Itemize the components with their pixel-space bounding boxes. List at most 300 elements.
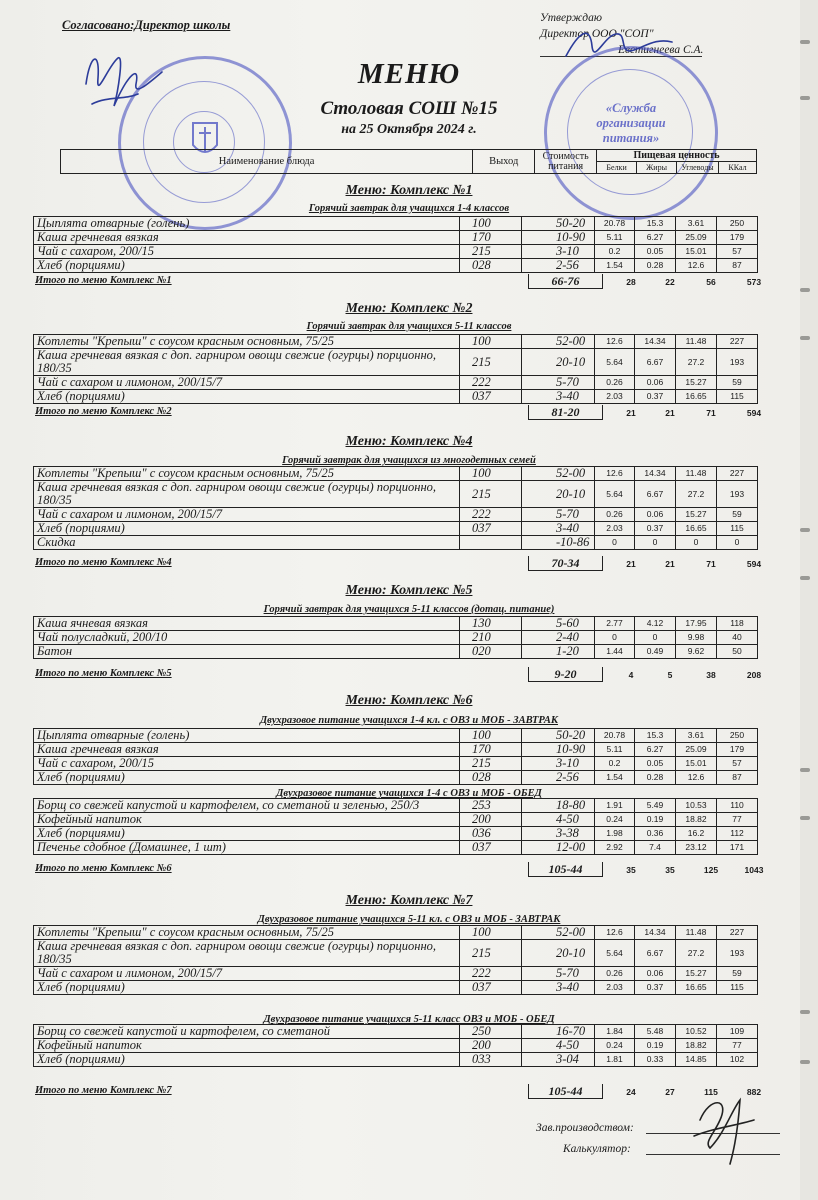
dish-protein: 2.03 <box>595 522 635 536</box>
table-row <box>34 1025 758 1039</box>
dish-carbs: 12.6 <box>676 259 717 273</box>
dish-protein: 0.2 <box>595 757 635 771</box>
complex-total <box>33 556 762 571</box>
dish-kcal: 57 <box>717 245 758 259</box>
dish-protein: 2.03 <box>595 981 635 995</box>
total-protein: 24 <box>626 1087 636 1097</box>
total-fat: 27 <box>665 1087 675 1097</box>
table-row <box>34 376 758 390</box>
dish-carbs: 3.61 <box>676 729 717 743</box>
complex-title: Меню: Комплекс №5 <box>345 583 473 598</box>
dish-carbs: 11.48 <box>676 467 717 481</box>
dish-name: Хлеб (порциями) <box>34 771 460 785</box>
dish-protein: 20.78 <box>595 729 635 743</box>
dish-protein: 5.11 <box>595 743 635 757</box>
dish-fat: 0.36 <box>635 827 676 841</box>
complex-title: Меню: Комплекс №2 <box>345 301 473 316</box>
dish-protein: 1.81 <box>595 1053 635 1067</box>
dish-price: 3-40 <box>522 522 595 536</box>
dish-price: 3-10 <box>522 245 595 259</box>
dish-kcal: 0 <box>717 536 758 550</box>
dish-protein: 0.26 <box>595 967 635 981</box>
col-fat: Жиры <box>637 162 677 174</box>
dish-kcal: 59 <box>717 967 758 981</box>
dish-price: 50-20 <box>522 729 595 743</box>
dish-carbs: 14.85 <box>676 1053 717 1067</box>
dish-output-code: 028 <box>460 259 522 273</box>
dish-kcal: 77 <box>717 1039 758 1053</box>
dish-name: Борщ со свежей капустой и картофелем, со сметаной <box>34 1025 460 1039</box>
table-row <box>34 508 758 522</box>
table-row <box>34 231 758 245</box>
dish-output-code: 170 <box>460 743 522 757</box>
col-protein: Белки <box>597 162 637 174</box>
dish-carbs: 27.2 <box>676 349 717 376</box>
footer-signature <box>690 1090 760 1170</box>
total-sum: 81-20 <box>528 405 603 420</box>
dish-name: Кофейный напиток <box>34 1039 460 1053</box>
total-kcal: 594 <box>746 408 762 418</box>
table-row <box>34 335 758 349</box>
dish-name: Каша гречневая вязкая с доп. гарниром овощи свежие (огурцы) порционно, 180/35 <box>34 481 460 508</box>
agreed-label: Согласовано:Директор школы <box>62 18 231 32</box>
dish-kcal: 112 <box>717 827 758 841</box>
dish-carbs: 16.65 <box>676 522 717 536</box>
total-fat: 35 <box>665 865 675 875</box>
meal-subtitle: Горячий завтрак для учащихся из многодетных семей <box>282 455 536 466</box>
dish-name: Печенье сдобное (Домашнее, 1 шт) <box>34 841 460 855</box>
dish-protein: 0.24 <box>595 1039 635 1053</box>
dish-protein: 5.11 <box>595 231 635 245</box>
total-protein: 28 <box>626 277 636 287</box>
dish-name: Чай с сахаром и лимоном, 200/15/7 <box>34 376 460 390</box>
total-carbs: 38 <box>706 670 716 680</box>
dish-kcal: 115 <box>717 981 758 995</box>
meal-subtitle: Двухразовое питание учащихся 5-11 кл. с ОВЗ и МОБ - ЗАВТРАК <box>257 914 561 925</box>
dish-protein: 12.6 <box>595 335 635 349</box>
dish-table <box>33 616 758 659</box>
dish-table <box>33 925 758 995</box>
dish-kcal: 193 <box>717 940 758 967</box>
dish-price: 2-56 <box>522 259 595 273</box>
dish-output-code: 100 <box>460 926 522 940</box>
dish-price: 5-70 <box>522 508 595 522</box>
dish-output-code: 215 <box>460 940 522 967</box>
dish-kcal: 87 <box>717 771 758 785</box>
dish-price: 52-00 <box>522 335 595 349</box>
total-kcal: 594 <box>746 559 762 569</box>
dish-price: 3-40 <box>522 390 595 404</box>
dish-fat: 15.3 <box>635 217 676 231</box>
total-sum: 9-20 <box>528 667 603 682</box>
table-row <box>34 799 758 813</box>
dish-fat: 14.34 <box>635 467 676 481</box>
dish-name: Чай с сахаром, 200/15 <box>34 245 460 259</box>
page-title: МЕНЮ <box>357 58 461 90</box>
total-carbs: 71 <box>706 408 716 418</box>
table-row <box>34 349 758 376</box>
dish-output-code: 215 <box>460 245 522 259</box>
dish-name: Котлеты "Крепыш" с соусом красным основным, 75/25 <box>34 335 460 349</box>
dish-fat: 5.49 <box>635 799 676 813</box>
dish-kcal: 40 <box>717 631 758 645</box>
dish-protein: 0.26 <box>595 376 635 390</box>
table-row <box>34 645 758 659</box>
dish-fat: 5.48 <box>635 1025 676 1039</box>
dish-carbs: 15.27 <box>676 967 717 981</box>
dish-output-code: 028 <box>460 771 522 785</box>
dish-protein: 2.03 <box>595 390 635 404</box>
total-carbs: 71 <box>706 559 716 569</box>
dish-fat: 6.67 <box>635 349 676 376</box>
dish-price: 20-10 <box>522 940 595 967</box>
dish-fat: 0.37 <box>635 522 676 536</box>
dish-kcal: 57 <box>717 757 758 771</box>
complex-title: Меню: Комплекс №7 <box>345 893 473 908</box>
table-row <box>34 1053 758 1067</box>
dish-carbs: 15.01 <box>676 245 717 259</box>
dish-name: Чай полусладкий, 200/10 <box>34 631 460 645</box>
column-header <box>60 149 757 174</box>
dish-price: 12-00 <box>522 841 595 855</box>
dish-carbs: 9.98 <box>676 631 717 645</box>
dish-fat: 0.49 <box>635 645 676 659</box>
dish-price: 3-04 <box>522 1053 595 1067</box>
table-row <box>34 1039 758 1053</box>
dish-fat: 7.4 <box>635 841 676 855</box>
dish-price: 5-60 <box>522 617 595 631</box>
meal-subtitle: Горячий завтрак для учащихся 5-11 классов (дотац. питание) <box>263 604 555 615</box>
table-row <box>34 217 758 231</box>
dish-carbs: 25.09 <box>676 743 717 757</box>
dish-fat: 0.37 <box>635 981 676 995</box>
calculator-label: Калькулятор: <box>563 1143 631 1155</box>
total-protein: 21 <box>626 408 636 418</box>
menu-date: на 25 Октября 2024 г. <box>341 122 477 137</box>
dish-output-code: 215 <box>460 349 522 376</box>
dish-fat: 15.3 <box>635 729 676 743</box>
dish-fat: 0.05 <box>635 757 676 771</box>
dish-fat: 0 <box>635 536 676 550</box>
dish-table <box>33 728 758 785</box>
dish-name: Каша гречневая вязкая <box>34 231 460 245</box>
total-carbs: 56 <box>706 277 716 287</box>
dish-output-code: 215 <box>460 481 522 508</box>
dish-output-code: 020 <box>460 645 522 659</box>
dish-output-code: 200 <box>460 813 522 827</box>
dish-output-code: 037 <box>460 522 522 536</box>
dish-fat: 6.67 <box>635 481 676 508</box>
dish-output-code: 222 <box>460 376 522 390</box>
meal-subtitle: Двухразовое питание учащихся 1-4 с ОВЗ и МОБ - ОБЕД <box>276 788 542 799</box>
dish-kcal: 250 <box>717 729 758 743</box>
dish-carbs: 15.27 <box>676 376 717 390</box>
dish-carbs: 12.6 <box>676 771 717 785</box>
dish-kcal: 193 <box>717 481 758 508</box>
col-output: Выход <box>473 150 535 174</box>
total-fat: 22 <box>665 277 675 287</box>
dish-kcal: 179 <box>717 743 758 757</box>
dish-kcal: 193 <box>717 349 758 376</box>
dish-kcal: 115 <box>717 522 758 536</box>
dish-kcal: 171 <box>717 841 758 855</box>
dish-carbs: 18.82 <box>676 813 717 827</box>
dish-name: Цыплята отварные (голень) <box>34 729 460 743</box>
total-label: Итого по меню Комплекс №4 <box>35 557 172 568</box>
col-nutrition: Пищевая ценность <box>597 150 757 162</box>
dish-protein: 2.92 <box>595 841 635 855</box>
production-manager-label: Зав.производством: <box>536 1122 634 1134</box>
total-carbs: 115 <box>704 1087 718 1097</box>
dish-name: Кофейный напиток <box>34 813 460 827</box>
dish-carbs: 23.12 <box>676 841 717 855</box>
total-label: Итого по меню Комплекс №1 <box>35 275 172 286</box>
dish-protein: 5.64 <box>595 940 635 967</box>
dish-fat: 0.37 <box>635 390 676 404</box>
dish-name: Котлеты "Крепыш" с соусом красным основным, 75/25 <box>34 926 460 940</box>
dish-fat: 0.28 <box>635 259 676 273</box>
meal-subtitle: Двухразовое питание учащихся 5-11 класс ОВЗ и МОБ - ОБЕД <box>263 1014 555 1025</box>
canteen-name: Столовая СОШ №15 <box>320 98 498 119</box>
table-row <box>34 757 758 771</box>
dish-price: 52-00 <box>522 926 595 940</box>
dish-kcal: 110 <box>717 799 758 813</box>
dish-kcal: 227 <box>717 926 758 940</box>
dish-price: 10-90 <box>522 231 595 245</box>
complex-title: Меню: Комплекс №6 <box>345 693 473 708</box>
table-row <box>34 827 758 841</box>
dish-protein: 1.54 <box>595 771 635 785</box>
dish-output-code: 100 <box>460 217 522 231</box>
dish-carbs: 18.82 <box>676 1039 717 1053</box>
dish-name: Котлеты "Крепыш" с соусом красным основным, 75/25 <box>34 467 460 481</box>
dish-name: Чай с сахаром и лимоном, 200/15/7 <box>34 967 460 981</box>
dish-carbs: 27.2 <box>676 940 717 967</box>
dish-table <box>33 334 758 404</box>
dish-name: Хлеб (порциями) <box>34 390 460 404</box>
dish-carbs: 11.48 <box>676 335 717 349</box>
table-row <box>34 771 758 785</box>
dish-kcal: 118 <box>717 617 758 631</box>
dish-price: 4-50 <box>522 813 595 827</box>
dish-price: 1-20 <box>522 645 595 659</box>
table-row <box>34 940 758 967</box>
dish-name: Каша гречневая вязкая с доп. гарниром овощи свежие (огурцы) порционно, 180/35 <box>34 940 460 967</box>
dish-protein: 2.77 <box>595 617 635 631</box>
total-label: Итого по меню Комплекс №7 <box>35 1085 172 1096</box>
dish-kcal: 227 <box>717 467 758 481</box>
dish-name: Каша гречневая вязкая с доп. гарниром овощи свежие (огурцы) порционно, 180/35 <box>34 349 460 376</box>
complex-total <box>33 862 764 877</box>
table-row <box>34 743 758 757</box>
dish-kcal: 77 <box>717 813 758 827</box>
dish-table <box>33 798 758 855</box>
dish-fat: 14.34 <box>635 335 676 349</box>
total-fat: 5 <box>667 670 673 680</box>
dish-output-code: 215 <box>460 757 522 771</box>
dish-output-code: 200 <box>460 1039 522 1053</box>
total-sum: 105-44 <box>528 1084 603 1099</box>
dish-price: -10-86 <box>522 536 595 550</box>
total-protein: 35 <box>626 865 636 875</box>
total-kcal: 1043 <box>744 865 764 875</box>
dish-fat: 4.12 <box>635 617 676 631</box>
dish-name: Чай с сахаром, 200/15 <box>34 757 460 771</box>
total-label: Итого по меню Комплекс №5 <box>35 668 172 679</box>
dish-fat: 6.27 <box>635 231 676 245</box>
dish-table <box>33 1024 758 1067</box>
dish-carbs: 11.48 <box>676 926 717 940</box>
dish-output-code: 170 <box>460 231 522 245</box>
dish-protein: 0 <box>595 536 635 550</box>
dish-carbs: 15.01 <box>676 757 717 771</box>
dish-price: 5-70 <box>522 376 595 390</box>
dish-carbs: 27.2 <box>676 481 717 508</box>
dish-protein: 1.98 <box>595 827 635 841</box>
dish-protein: 1.54 <box>595 259 635 273</box>
dish-output-code: 036 <box>460 827 522 841</box>
dish-kcal: 59 <box>717 376 758 390</box>
table-row <box>34 481 758 508</box>
dish-price: 20-10 <box>522 481 595 508</box>
dish-kcal: 179 <box>717 231 758 245</box>
dish-name: Батон <box>34 645 460 659</box>
col-kcal: ККал <box>718 162 756 174</box>
dish-carbs: 0 <box>676 536 717 550</box>
total-sum: 66-76 <box>528 274 603 289</box>
dish-output-code: 222 <box>460 967 522 981</box>
dish-price: 20-10 <box>522 349 595 376</box>
dish-kcal: 227 <box>717 335 758 349</box>
total-label: Итого по меню Комплекс №2 <box>35 406 172 417</box>
dish-output-code: 100 <box>460 467 522 481</box>
dish-kcal: 109 <box>717 1025 758 1039</box>
dish-kcal: 250 <box>717 217 758 231</box>
dish-table <box>33 466 758 550</box>
dish-output-code: 037 <box>460 981 522 995</box>
dish-output-code: 253 <box>460 799 522 813</box>
total-protein: 21 <box>626 559 636 569</box>
dish-price: 5-70 <box>522 967 595 981</box>
dish-kcal: 87 <box>717 259 758 273</box>
dish-name: Хлеб (порциями) <box>34 981 460 995</box>
dish-protein: 0.2 <box>595 245 635 259</box>
dish-output-code <box>460 536 522 550</box>
dish-carbs: 15.27 <box>676 508 717 522</box>
dish-fat: 6.27 <box>635 743 676 757</box>
dish-name: Хлеб (порциями) <box>34 522 460 536</box>
table-row <box>34 813 758 827</box>
total-label: Итого по меню Комплекс №6 <box>35 863 172 874</box>
dish-price: 2-40 <box>522 631 595 645</box>
complex-total <box>33 667 762 682</box>
dish-protein: 12.6 <box>595 467 635 481</box>
dish-protein: 1.84 <box>595 1025 635 1039</box>
dish-kcal: 59 <box>717 508 758 522</box>
dish-fat: 0.05 <box>635 245 676 259</box>
total-sum: 105-44 <box>528 862 603 877</box>
dish-kcal: 50 <box>717 645 758 659</box>
dish-price: 3-10 <box>522 757 595 771</box>
dish-name: Хлеб (порциями) <box>34 827 460 841</box>
dish-price: 10-90 <box>522 743 595 757</box>
dish-name: Скидка <box>34 536 460 550</box>
dish-fat: 0.06 <box>635 967 676 981</box>
dish-price: 16-70 <box>522 1025 595 1039</box>
dish-protein: 5.64 <box>595 481 635 508</box>
dish-name: Цыплята отварные (голень) <box>34 217 460 231</box>
table-row <box>34 536 758 550</box>
dish-name: Борщ со свежей капустой и картофелем, со сметаной и зеленью, 250/3 <box>34 799 460 813</box>
dish-output-code: 222 <box>460 508 522 522</box>
total-sum: 70-34 <box>528 556 603 571</box>
dish-fat: 0.19 <box>635 813 676 827</box>
dish-name: Чай с сахаром и лимоном, 200/15/7 <box>34 508 460 522</box>
dish-output-code: 037 <box>460 841 522 855</box>
table-row <box>34 841 758 855</box>
complex-total <box>33 405 762 420</box>
dish-kcal: 102 <box>717 1053 758 1067</box>
table-row <box>34 467 758 481</box>
dish-carbs: 16.2 <box>676 827 717 841</box>
dish-fat: 0.06 <box>635 376 676 390</box>
dish-fat: 0.06 <box>635 508 676 522</box>
dish-fat: 0 <box>635 631 676 645</box>
table-row <box>34 631 758 645</box>
dish-protein: 20.78 <box>595 217 635 231</box>
dish-fat: 6.67 <box>635 940 676 967</box>
table-row <box>34 522 758 536</box>
total-protein: 4 <box>628 670 634 680</box>
dish-fat: 14.34 <box>635 926 676 940</box>
complex-title: Меню: Комплекс №1 <box>345 183 473 198</box>
complex-total <box>33 1084 762 1099</box>
col-cost: Стоимость питания <box>535 150 597 174</box>
meal-subtitle: Горячий завтрак для учащихся 1-4 классов <box>308 203 510 214</box>
complex-total <box>33 274 762 289</box>
dish-price: 3-38 <box>522 827 595 841</box>
meal-subtitle: Двухразовое питание учащихся 1-4 кл. с ОВЗ и МОБ - ЗАВТРАК <box>259 715 559 726</box>
stamp-center-text: «Служба организации питания» <box>596 101 666 145</box>
dish-carbs: 16.65 <box>676 981 717 995</box>
total-carbs: 125 <box>703 865 719 875</box>
dish-name: Хлеб (порциями) <box>34 259 460 273</box>
dish-output-code: 210 <box>460 631 522 645</box>
dish-output-code: 130 <box>460 617 522 631</box>
table-row <box>34 981 758 995</box>
dish-price: 18-80 <box>522 799 595 813</box>
table-row <box>34 390 758 404</box>
dish-output-code: 100 <box>460 335 522 349</box>
dish-name: Хлеб (порциями) <box>34 1053 460 1067</box>
dish-price: 50-20 <box>522 217 595 231</box>
dish-protein: 5.64 <box>595 349 635 376</box>
dish-carbs: 16.65 <box>676 390 717 404</box>
dish-price: 4-50 <box>522 1039 595 1053</box>
approve-label: Утверждаю <box>540 12 602 24</box>
dish-carbs: 3.61 <box>676 217 717 231</box>
dish-output-code: 033 <box>460 1053 522 1067</box>
dish-table <box>33 216 758 273</box>
dish-output-code: 100 <box>460 729 522 743</box>
complex-title: Меню: Комплекс №4 <box>345 434 473 449</box>
dish-name: Каша ячневая вязкая <box>34 617 460 631</box>
dish-name: Каша гречневая вязкая <box>34 743 460 757</box>
director-name: Евстигнеева С.А. <box>618 44 704 56</box>
dish-protein: 1.44 <box>595 645 635 659</box>
dish-price: 3-40 <box>522 981 595 995</box>
table-row <box>34 245 758 259</box>
